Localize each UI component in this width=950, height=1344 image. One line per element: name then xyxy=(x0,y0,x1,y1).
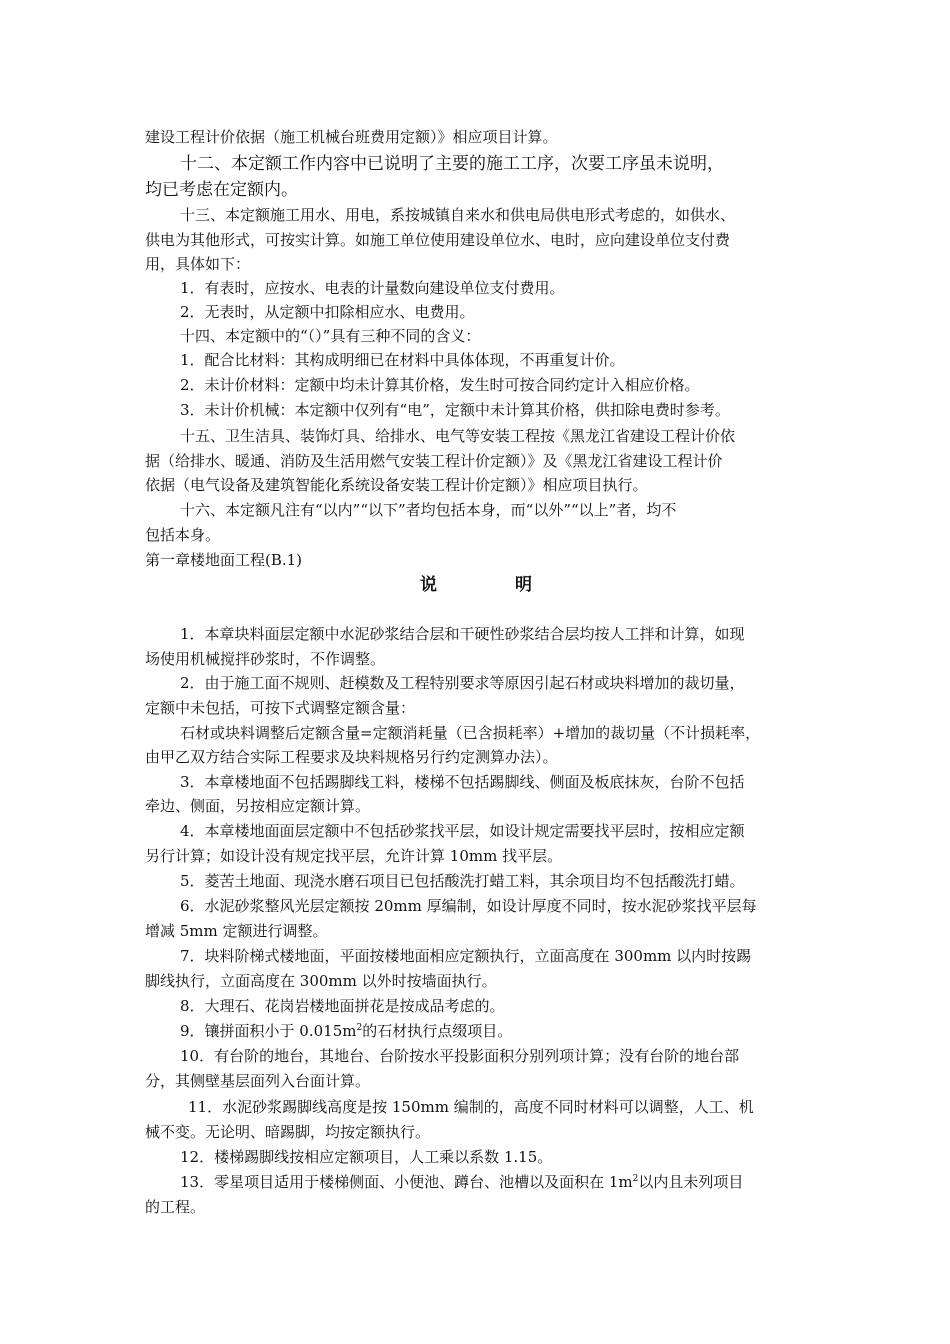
note-12-line: 12．楼梯踢脚线按相应定额项目，人工乘以系数 1.15。 xyxy=(180,1148,553,1166)
note-2-line: 2．由于施工面不规则、赶模数及工程特别要求等原因引起石材或块料增加的裁切量， xyxy=(180,674,745,692)
note-6-line: 增减 5mm 定额进行调整。 xyxy=(145,922,328,940)
note-4-line: 4．本章楼地面面层定额中不包括砂浆找平层，如设计规定需要找平层时，按相应定额 xyxy=(180,822,745,840)
note-10-line: 分，其侧壁基层面列入台面计算。 xyxy=(145,1072,371,1090)
section-title-char: 说 xyxy=(420,575,438,595)
note-3-line: 牵边、侧面，另按相应定额计算。 xyxy=(145,797,371,815)
note-11-line: 械不变。无论明、暗踢脚，均按定额执行。 xyxy=(145,1123,431,1141)
paragraph-14-line: 十四、本定额中的“（）”具有三种不同的含义： xyxy=(180,327,481,345)
note-2-line: 由甲乙双方结合实际工程要求及块料规格另行约定测算办法）。 xyxy=(145,748,558,766)
note-4-line: 另行计算；如设计没有规定找平层，允许计算 10mm 找平层。 xyxy=(145,847,563,865)
note-8-line: 8．大理石、花岗岩楼地面拼花是按成品考虑的。 xyxy=(180,997,505,1015)
section-title-char: 明 xyxy=(515,575,533,595)
superscript: 2 xyxy=(356,1023,363,1033)
note-9-text: 9．镶拼面积小于 0.015m xyxy=(180,1022,357,1040)
paragraph-16-line: 包括本身。 xyxy=(145,526,221,544)
note-1-line: 1．本章块料面层定额中水泥砂浆结合层和干硬性砂浆结合层均按人工拌和计算，如现 xyxy=(180,625,745,643)
note-13-line: 的工程。 xyxy=(145,1198,206,1216)
note-13-line xyxy=(180,1172,743,1192)
paragraph-13-line: 用，具体如下： xyxy=(145,255,251,273)
note-6-line: 6．水泥砂浆整风光层定额按 20mm 厚编制，如设计厚度不同时，按水泥砂浆找平层每 xyxy=(180,897,757,915)
paragraph-12-line: 均已考虑在定额内。 xyxy=(145,180,298,200)
paragraph-14-item: 3．未计价机械：本定额中仅列有“电”，定额中未计算其价格，供扣除电费时参考。 xyxy=(180,401,730,419)
note-5-line: 5．菱苦土地面、现浇水磨石项目已包括酸洗打蜡工料，其余项目均不包括酸洗打蜡。 xyxy=(180,872,745,890)
paragraph-15-line: 据（给排水、暖通、消防及生活用燃气安装工程计价定额）》及《黑龙江省建设工程计价 xyxy=(145,452,723,470)
note-2-formula: 石材或块料调整后定额含量=定额消耗量（已含损耗率）+增加的裁切量（不计损耗率， xyxy=(180,724,761,742)
paragraph-14-item: 1．配合比材料：其构成明细已在材料中具体体现，不再重复计价。 xyxy=(180,351,625,369)
paragraph-16-line: 十六、本定额凡注有“以内”“以下”者均包括本身，而“以外”“以上”者，均不 xyxy=(180,501,677,519)
paragraph-13-item: 2．无表时，从定额中扣除相应水、电费用。 xyxy=(180,303,475,321)
paragraph-14-item: 2．未计价材料：定额中均未计算其价格，发生时可按合同约定计入相应价格。 xyxy=(180,376,700,394)
paragraph-13-item: 1．有表时，应按水、电表的计量数向建设单位支付费用。 xyxy=(180,279,565,297)
note-2-line: 定额中未包括，可按下式调整定额含量： xyxy=(145,699,416,717)
note-13-text: 13．零星项目适用于楼梯侧面、小便池、蹲台、池槽以及面积在 1m xyxy=(180,1173,633,1191)
paragraph-13-line: 十三、本定额施工用水、用电，系按城镇自来水和供电局供电形式考虑的，如供水、 xyxy=(180,206,736,224)
superscript: 2 xyxy=(632,1174,639,1184)
paragraph-12-line: 十二、本定额工作内容中已说明了主要的施工工序，次要工序虽未说明， xyxy=(180,154,724,174)
paragraph-13-line: 供电为其他形式，可按实计算。如施工单位使用建设单位水、电时，应向建设单位支付费 xyxy=(145,231,731,249)
note-10-line: 10．有台阶的地台，其地台、台阶按水平投影面积分别列项计算；没有台阶的地台部 xyxy=(180,1047,740,1065)
note-11-line: 11．水泥砂浆踢脚线高度是按 150mm 编制的，高度不同时材料可以调整，人工、机 xyxy=(188,1098,754,1116)
note-1-line: 场使用机械搅拌砂浆时，不作调整。 xyxy=(145,650,386,668)
chapter-heading: 第一章楼地面工程(B.1) xyxy=(145,551,303,569)
note-13-text: 以内且未列项目 xyxy=(638,1173,744,1191)
paragraph-15-line: 十五、卫生洁具、装饰灯具、给排水、电气等安装工程按《黑龙江省建设工程计价依 xyxy=(180,427,736,445)
paragraph-line: 建设工程计价依据（施工机械台班费用定额）》相应项目计算。 xyxy=(145,128,558,146)
paragraph-15-line: 依据（电气设备及建筑智能化系统设备安装工程计价定额）》相应项目执行。 xyxy=(145,476,648,494)
note-9-text: 的石材执行点缀项目。 xyxy=(362,1022,513,1040)
note-7-line: 脚线执行，立面高度在 300mm 以外时按墙面执行。 xyxy=(145,972,497,990)
note-9-line xyxy=(180,1021,512,1041)
note-3-line: 3．本章楼地面不包括踢脚线工料，楼梯不包括踢脚线、侧面及板底抹灰，台阶不包括 xyxy=(180,773,745,791)
note-7-line: 7．块料阶梯式楼地面，平面按楼地面相应定额执行，立面高度在 300mm 以内时按踢 xyxy=(180,947,752,965)
